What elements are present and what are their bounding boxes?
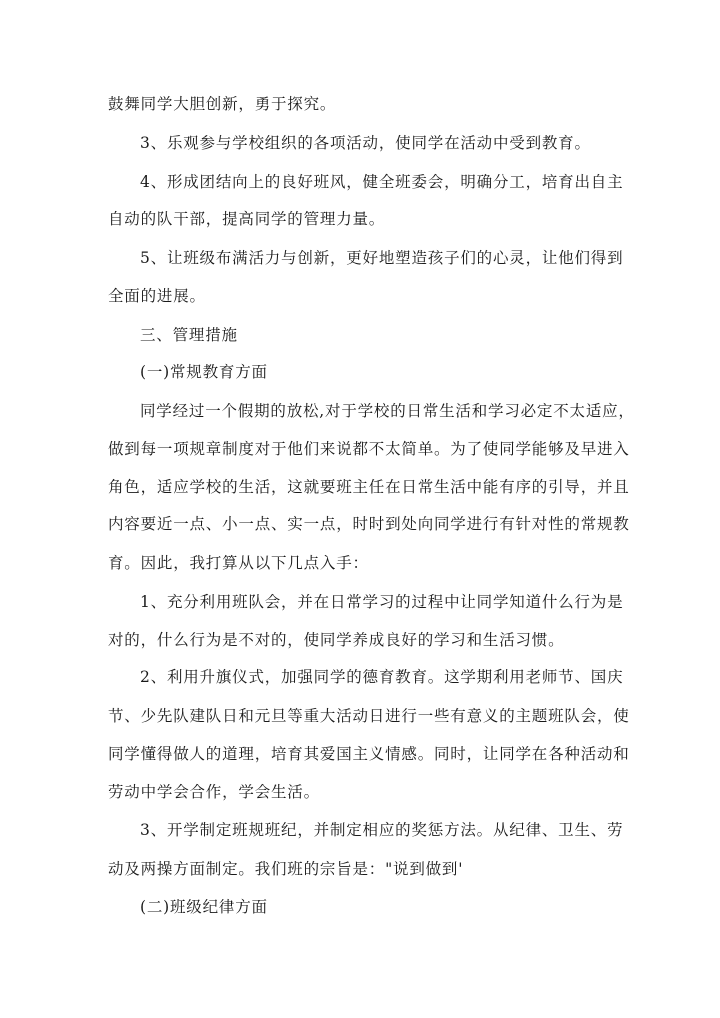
text-line: 内容要近一点、小一点、实一点，时时到处向同学进行有针对性的常规教: [108, 515, 630, 533]
text-line: 角色，适应学校的生活，这就要班主任在日常生活中能有序的引导，并且: [108, 478, 630, 496]
text-line: 4、形成团结向上的良好班风，健全班委会，明确分工，培育出自主: [140, 173, 624, 191]
subsection-heading: (一)常规教育方面: [140, 363, 268, 381]
section-heading: 三、管理措施: [140, 326, 238, 344]
text-line: 2、利用升旗仪式，加强同学的德育教育。这学期利用老师节、国庆: [140, 668, 624, 686]
text-line: 动及两操方面制定。我们班的宗旨是："说到做到': [108, 860, 464, 878]
text-line: 育。因此，我打算从以下几点入手：: [108, 554, 369, 572]
text-line: 全面的进展。: [108, 287, 206, 305]
text-line: 同学懂得做人的道理，培育其爱国主义情感。同时，让同学在各种活动和: [108, 745, 630, 763]
text-line: 3、乐观参与学校组织的各项活动，使同学在活动中受到教育。: [140, 134, 591, 152]
text-line: 3、开学制定班规班纪，并制定相应的奖惩方法。从纪律、卫生、劳: [140, 821, 624, 839]
text-line: 对的，什么行为是不对的，使同学养成良好的学习和生活习惯。: [108, 631, 565, 649]
text-line: 自动的队干部，提高同学的管理力量。: [108, 210, 386, 228]
text-line: 劳动中学会合作，学会生活。: [108, 783, 320, 801]
text-line: 1、充分利用班队会，并在日常学习的过程中让同学知道什么行为是: [140, 593, 624, 611]
text-line: 做到每一项规章制度对于他们来说都不太简单。为了使同学能够及早进入: [108, 440, 630, 458]
text-line: 节、少先队建队日和元旦等重大活动日进行一些有意义的主题班队会，使: [108, 707, 630, 725]
text-line: 同学经过一个假期的放松,对于学校的日常生活和学习必定不太适应，: [140, 402, 635, 420]
subsection-heading: (二)班级纪律方面: [140, 898, 268, 916]
text-line: 鼓舞同学大胆创新，勇于探究。: [108, 95, 337, 113]
text-line: 5、让班级布满活力与创新，更好地塑造孩子们的心灵，让他们得到: [140, 249, 624, 267]
